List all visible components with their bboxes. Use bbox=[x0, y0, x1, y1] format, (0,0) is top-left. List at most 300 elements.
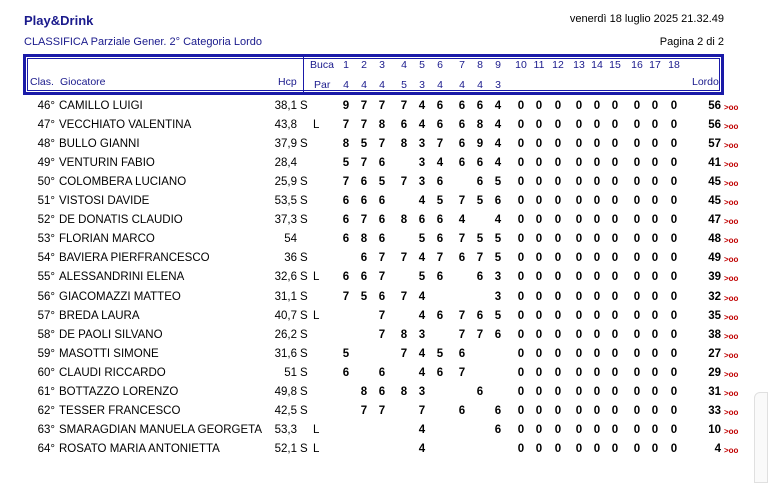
hole-score: 0 bbox=[670, 385, 678, 398]
hole-number: 9 bbox=[495, 59, 501, 71]
hole-score: 6 bbox=[342, 195, 350, 208]
hole-score: 3 bbox=[418, 328, 426, 341]
hole-score: 0 bbox=[593, 233, 601, 246]
hole-score: 5 bbox=[494, 252, 502, 265]
more-link[interactable]: >oo bbox=[724, 426, 739, 436]
table-row bbox=[0, 119, 768, 138]
hole-score: 6 bbox=[378, 214, 386, 227]
flag-s: S bbox=[300, 290, 308, 303]
more-link[interactable]: >oo bbox=[724, 141, 739, 151]
hole-score: 7 bbox=[436, 138, 444, 151]
hole-score: 0 bbox=[633, 290, 641, 303]
hole-score: 4 bbox=[418, 423, 426, 436]
hole-score: 0 bbox=[575, 442, 583, 455]
rank: 49° bbox=[37, 157, 55, 170]
table-row bbox=[0, 252, 768, 271]
more-link[interactable]: >oo bbox=[724, 388, 739, 398]
hole-score: 4 bbox=[418, 290, 426, 303]
handicap: 31,6 bbox=[274, 347, 297, 360]
hole-score: 0 bbox=[670, 347, 678, 360]
more-link[interactable]: >oo bbox=[724, 274, 739, 284]
hole-score: 0 bbox=[535, 442, 543, 455]
hole-score: 6 bbox=[378, 157, 386, 170]
hole-score: 0 bbox=[575, 423, 583, 436]
hole-score: 0 bbox=[517, 176, 525, 189]
hole-score: 0 bbox=[670, 442, 678, 455]
table-row bbox=[0, 348, 768, 367]
total-lordo: 49 bbox=[708, 252, 721, 265]
hole-score: 0 bbox=[611, 252, 619, 265]
hole-score: 6 bbox=[458, 100, 466, 112]
hole-score: 0 bbox=[517, 290, 525, 303]
hole-score: 7 bbox=[378, 404, 386, 417]
hole-score: 4 bbox=[418, 195, 426, 208]
table-row bbox=[0, 443, 768, 462]
rank: 56° bbox=[37, 290, 55, 303]
flag-l: L bbox=[313, 309, 320, 322]
table-row bbox=[0, 271, 768, 290]
handicap: 51 bbox=[284, 366, 297, 379]
hole-score: 0 bbox=[517, 119, 525, 132]
more-link[interactable]: >oo bbox=[724, 312, 739, 322]
hole-number: 14 bbox=[591, 59, 603, 71]
hole-score: 0 bbox=[611, 423, 619, 436]
hole-score: 0 bbox=[611, 290, 619, 303]
flag-s: S bbox=[300, 442, 308, 455]
total-lordo: 31 bbox=[708, 385, 721, 398]
hole-score: 0 bbox=[575, 233, 583, 246]
more-link[interactable]: >oo bbox=[724, 198, 739, 208]
hole-score: 4 bbox=[418, 347, 426, 360]
hole-number: 3 bbox=[379, 59, 385, 71]
hole-score: 7 bbox=[342, 119, 350, 132]
hole-score: 0 bbox=[535, 214, 543, 227]
table-row bbox=[0, 329, 768, 348]
hole-score: 0 bbox=[535, 290, 543, 303]
handicap: 37,9 bbox=[274, 138, 297, 151]
total-lordo: 38 bbox=[708, 328, 721, 341]
total-lordo: 4 bbox=[714, 442, 721, 455]
total-lordo: 29 bbox=[708, 366, 721, 379]
hole-score: 7 bbox=[378, 271, 386, 284]
total-lordo: 41 bbox=[708, 157, 721, 170]
hole-score: 0 bbox=[575, 119, 583, 132]
hole-score: 5 bbox=[494, 233, 502, 246]
hole-score: 0 bbox=[554, 176, 562, 189]
hole-score: 0 bbox=[517, 271, 525, 284]
hole-number: 5 bbox=[419, 59, 425, 71]
hole-number: 11 bbox=[533, 59, 545, 71]
flag-s: S bbox=[300, 176, 308, 189]
hole-score: 7 bbox=[476, 252, 484, 265]
more-link[interactable]: >oo bbox=[724, 217, 739, 227]
player-name: BULLO GIANNI bbox=[59, 138, 140, 151]
hole-score: 0 bbox=[670, 271, 678, 284]
hole-score: 0 bbox=[535, 404, 543, 417]
hole-score: 0 bbox=[535, 366, 543, 379]
hole-score: 4 bbox=[436, 157, 444, 170]
flag-s: S bbox=[300, 404, 308, 417]
hole-score: 0 bbox=[554, 328, 562, 341]
hole-score: 0 bbox=[651, 214, 659, 227]
hole-score: 7 bbox=[458, 328, 466, 341]
total-lordo: 56 bbox=[708, 119, 721, 132]
hole-score: 6 bbox=[458, 138, 466, 151]
rank: 61° bbox=[37, 385, 55, 398]
hole-score: 0 bbox=[611, 404, 619, 417]
hole-score: 0 bbox=[554, 366, 562, 379]
rank: 57° bbox=[37, 309, 55, 322]
hole-score: 0 bbox=[593, 100, 601, 112]
hole-score: 7 bbox=[360, 157, 368, 170]
hole-score: 6 bbox=[418, 214, 426, 227]
hole-score: 0 bbox=[651, 347, 659, 360]
hole-score: 0 bbox=[633, 423, 641, 436]
hole-score: 0 bbox=[554, 138, 562, 151]
hole-score: 6 bbox=[436, 271, 444, 284]
hole-score: 6 bbox=[342, 366, 350, 379]
hole-score: 4 bbox=[418, 366, 426, 379]
hole-score: 0 bbox=[670, 366, 678, 379]
handicap: 37,3 bbox=[274, 214, 297, 227]
more-link[interactable]: >oo bbox=[724, 407, 739, 417]
hole-score: 0 bbox=[517, 195, 525, 208]
hole-score: 0 bbox=[593, 214, 601, 227]
hole-score: 7 bbox=[400, 100, 408, 112]
hole-score: 7 bbox=[360, 214, 368, 227]
table-row bbox=[0, 138, 768, 157]
hole-score: 0 bbox=[633, 195, 641, 208]
total-lordo: 45 bbox=[708, 195, 721, 208]
hole-score: 8 bbox=[360, 233, 368, 246]
hole-score: 7 bbox=[436, 252, 444, 265]
hole-score: 0 bbox=[517, 366, 525, 379]
hole-score: 4 bbox=[494, 157, 502, 170]
hole-score: 0 bbox=[517, 233, 525, 246]
hole-score: 0 bbox=[575, 195, 583, 208]
rank: 53° bbox=[37, 233, 55, 246]
hole-score: 7 bbox=[400, 176, 408, 189]
hole-score: 7 bbox=[400, 347, 408, 360]
hole-score: 0 bbox=[593, 157, 601, 170]
hole-score: 0 bbox=[554, 233, 562, 246]
handicap: 49,8 bbox=[274, 385, 297, 398]
hole-score: 0 bbox=[633, 176, 641, 189]
hole-score: 0 bbox=[611, 157, 619, 170]
player-name: BREDA LAURA bbox=[59, 309, 140, 322]
rank: 50° bbox=[37, 176, 55, 189]
rank: 46° bbox=[37, 100, 55, 112]
hole-number: 15 bbox=[609, 59, 621, 71]
total-lordo: 57 bbox=[708, 138, 721, 151]
flag-l: L bbox=[313, 442, 320, 455]
rank: 58° bbox=[37, 328, 55, 341]
hole-score: 0 bbox=[593, 423, 601, 436]
hole-score: 0 bbox=[575, 328, 583, 341]
hole-score: 6 bbox=[378, 385, 386, 398]
hole-score: 0 bbox=[651, 385, 659, 398]
rank: 60° bbox=[37, 366, 55, 379]
handicap: 38,1 bbox=[274, 100, 297, 112]
hole-score: 0 bbox=[554, 252, 562, 265]
table-row bbox=[0, 100, 768, 119]
hole-score: 7 bbox=[342, 176, 350, 189]
rank: 54° bbox=[37, 252, 55, 265]
hole-score: 5 bbox=[476, 233, 484, 246]
hole-score: 0 bbox=[670, 119, 678, 132]
table-row bbox=[0, 233, 768, 252]
hole-score: 6 bbox=[458, 404, 466, 417]
hole-score: 8 bbox=[476, 119, 484, 132]
hole-score: 4 bbox=[494, 138, 502, 151]
hole-score: 0 bbox=[593, 138, 601, 151]
rank: 62° bbox=[37, 404, 55, 417]
hole-score: 0 bbox=[517, 423, 525, 436]
hole-score: 7 bbox=[378, 252, 386, 265]
hole-number: 18 bbox=[668, 59, 680, 71]
hole-score: 6 bbox=[342, 271, 350, 284]
hole-score: 0 bbox=[575, 100, 583, 112]
hole-score: 0 bbox=[651, 442, 659, 455]
more-link[interactable]: >oo bbox=[724, 350, 739, 360]
hole-score: 0 bbox=[575, 385, 583, 398]
hole-score: 0 bbox=[554, 271, 562, 284]
hole-score: 0 bbox=[651, 309, 659, 322]
hole-score: 6 bbox=[378, 366, 386, 379]
player-name: DE PAOLI SILVANO bbox=[59, 328, 163, 341]
player-name: GIACOMAZZI MATTEO bbox=[59, 290, 181, 303]
hole-score: 0 bbox=[593, 347, 601, 360]
hole-number: 13 bbox=[573, 59, 585, 71]
hole-number: 12 bbox=[552, 59, 564, 71]
player-name: DE DONATIS CLAUDIO bbox=[59, 214, 183, 227]
player-name: ALESSANDRINI ELENA bbox=[59, 271, 185, 284]
hole-score: 0 bbox=[575, 252, 583, 265]
player-name: CAMILLO LUIGI bbox=[59, 100, 143, 112]
table-row bbox=[0, 424, 768, 443]
hole-score: 0 bbox=[535, 138, 543, 151]
hole-score: 0 bbox=[651, 138, 659, 151]
hole-score: 6 bbox=[378, 195, 386, 208]
more-link[interactable]: >oo bbox=[724, 236, 739, 246]
hole-score: 0 bbox=[517, 404, 525, 417]
player-name: TESSER FRANCESCO bbox=[59, 404, 181, 417]
hole-score: 0 bbox=[633, 309, 641, 322]
hole-score: 0 bbox=[611, 271, 619, 284]
more-link[interactable]: >oo bbox=[724, 122, 739, 132]
rank: 59° bbox=[37, 347, 55, 360]
hole-score: 0 bbox=[517, 347, 525, 360]
player-name: VECCHIATO VALENTINA bbox=[59, 119, 192, 132]
player-name: MASOTTI SIMONE bbox=[59, 347, 159, 360]
hole-score: 0 bbox=[535, 100, 543, 112]
col-hcp: Hcp bbox=[278, 76, 297, 88]
hole-score: 7 bbox=[458, 309, 466, 322]
hole-score: 0 bbox=[633, 366, 641, 379]
hole-score: 7 bbox=[378, 100, 386, 112]
hole-score: 4 bbox=[418, 309, 426, 322]
hole-score: 6 bbox=[400, 119, 408, 132]
hole-score: 0 bbox=[633, 214, 641, 227]
total-lordo: 35 bbox=[708, 309, 721, 322]
hole-score: 0 bbox=[517, 100, 525, 112]
more-link[interactable]: >oo bbox=[724, 103, 739, 112]
hole-score: 7 bbox=[458, 195, 466, 208]
total-lordo: 27 bbox=[708, 347, 721, 360]
hole-score: 4 bbox=[418, 119, 426, 132]
hole-score: 7 bbox=[400, 252, 408, 265]
hole-score: 0 bbox=[554, 195, 562, 208]
hole-score: 0 bbox=[611, 347, 619, 360]
total-lordo: 10 bbox=[708, 423, 721, 436]
hole-score: 0 bbox=[535, 157, 543, 170]
hole-score: 0 bbox=[670, 423, 678, 436]
more-link[interactable]: >oo bbox=[724, 445, 739, 455]
hole-score: 0 bbox=[593, 366, 601, 379]
handicap: 28,4 bbox=[274, 157, 297, 170]
hole-score: 0 bbox=[575, 214, 583, 227]
hole-score: 7 bbox=[378, 328, 386, 341]
hole-par: 3 bbox=[419, 79, 425, 91]
handicap: 40,7 bbox=[274, 309, 297, 322]
hole-score: 0 bbox=[651, 157, 659, 170]
hole-score: 0 bbox=[670, 214, 678, 227]
hole-score: 0 bbox=[554, 385, 562, 398]
hole-score: 0 bbox=[575, 347, 583, 360]
hole-score: 0 bbox=[575, 138, 583, 151]
hole-score: 3 bbox=[494, 271, 502, 284]
scroll-handle[interactable] bbox=[754, 392, 768, 483]
more-link[interactable]: >oo bbox=[724, 255, 739, 265]
flag-s: S bbox=[300, 138, 308, 151]
print-datetime: venerdì 18 luglio 2025 21.32.49 bbox=[569, 13, 724, 25]
hole-score: 9 bbox=[342, 100, 350, 112]
hole-score: 4 bbox=[418, 100, 426, 112]
handicap: 36 bbox=[284, 252, 297, 265]
hole-par: 4 bbox=[437, 79, 443, 91]
total-lordo: 47 bbox=[708, 214, 721, 227]
hole-score: 0 bbox=[535, 119, 543, 132]
flag-s: S bbox=[300, 100, 308, 112]
table-row bbox=[0, 291, 768, 310]
total-lordo: 33 bbox=[708, 404, 721, 417]
more-link[interactable]: >oo bbox=[724, 160, 739, 170]
table-row bbox=[0, 195, 768, 214]
player-name: CLAUDI RICCARDO bbox=[59, 366, 166, 379]
table-row bbox=[0, 405, 768, 424]
flag-s: S bbox=[300, 366, 308, 379]
hole-score: 0 bbox=[517, 309, 525, 322]
hole-score: 6 bbox=[476, 100, 484, 112]
hole-score: 0 bbox=[554, 119, 562, 132]
hole-score: 6 bbox=[494, 328, 502, 341]
hole-score: 5 bbox=[342, 347, 350, 360]
col-lordo: Lordo bbox=[692, 76, 719, 88]
flag-s: S bbox=[300, 309, 308, 322]
hole-score: 0 bbox=[575, 366, 583, 379]
hole-score: 0 bbox=[670, 404, 678, 417]
hole-score: 0 bbox=[670, 100, 678, 112]
rank: 52° bbox=[37, 214, 55, 227]
hole-score: 7 bbox=[458, 366, 466, 379]
hole-number: 4 bbox=[401, 59, 407, 71]
hole-score: 0 bbox=[611, 100, 619, 112]
col-par: Par bbox=[314, 79, 331, 91]
hole-score: 0 bbox=[670, 195, 678, 208]
hole-score: 0 bbox=[670, 138, 678, 151]
hole-score: 0 bbox=[651, 252, 659, 265]
hole-score: 0 bbox=[535, 271, 543, 284]
hole-score: 0 bbox=[611, 176, 619, 189]
flag-s: S bbox=[300, 252, 308, 265]
table-row bbox=[0, 367, 768, 386]
hole-score: 0 bbox=[554, 290, 562, 303]
hole-score: 0 bbox=[611, 328, 619, 341]
hole-score: 0 bbox=[517, 328, 525, 341]
hole-score: 4 bbox=[494, 119, 502, 132]
hole-score: 0 bbox=[633, 233, 641, 246]
handicap: 32,6 bbox=[274, 271, 297, 284]
rank: 63° bbox=[37, 423, 55, 436]
hole-score: 7 bbox=[418, 404, 426, 417]
page-number: Pagina 2 di 2 bbox=[659, 36, 724, 48]
total-lordo: 48 bbox=[708, 233, 721, 246]
hole-score: 0 bbox=[535, 385, 543, 398]
more-link[interactable]: >oo bbox=[724, 369, 739, 379]
hole-score: 5 bbox=[360, 290, 368, 303]
hole-score: 0 bbox=[651, 119, 659, 132]
hole-score: 6 bbox=[458, 252, 466, 265]
hole-par: 5 bbox=[401, 79, 407, 91]
handicap: 54 bbox=[284, 233, 297, 246]
handicap: 53,3 bbox=[274, 423, 297, 436]
hole-score: 5 bbox=[494, 309, 502, 322]
more-link[interactable]: >oo bbox=[724, 293, 739, 303]
hole-score: 6 bbox=[378, 233, 386, 246]
more-link[interactable]: >oo bbox=[724, 179, 739, 189]
hole-score: 6 bbox=[476, 385, 484, 398]
more-link[interactable]: >oo bbox=[724, 331, 739, 341]
hole-score: 9 bbox=[476, 138, 484, 151]
hole-score: 0 bbox=[651, 176, 659, 189]
handicap: 26,2 bbox=[274, 328, 297, 341]
hole-score: 5 bbox=[418, 233, 426, 246]
hole-score: 0 bbox=[517, 442, 525, 455]
hole-score: 5 bbox=[436, 195, 444, 208]
hole-score: 0 bbox=[593, 271, 601, 284]
hole-score: 0 bbox=[651, 100, 659, 112]
hole-score: 0 bbox=[517, 214, 525, 227]
hole-score: 5 bbox=[342, 157, 350, 170]
hole-score: 0 bbox=[611, 366, 619, 379]
handicap: 52,1 bbox=[274, 442, 297, 455]
hole-number: 1 bbox=[343, 59, 349, 71]
rank: 47° bbox=[37, 119, 55, 132]
hole-score: 0 bbox=[670, 328, 678, 341]
hole-score: 6 bbox=[476, 309, 484, 322]
hole-score: 0 bbox=[554, 442, 562, 455]
flag-s: S bbox=[300, 347, 308, 360]
hole-score: 0 bbox=[611, 385, 619, 398]
handicap: 43,8 bbox=[274, 119, 297, 132]
hole-score: 7 bbox=[476, 328, 484, 341]
hole-score: 0 bbox=[633, 442, 641, 455]
hole-score: 0 bbox=[554, 157, 562, 170]
hole-score: 0 bbox=[554, 347, 562, 360]
hole-score: 0 bbox=[651, 404, 659, 417]
hole-score: 0 bbox=[593, 195, 601, 208]
hole-score: 6 bbox=[360, 252, 368, 265]
